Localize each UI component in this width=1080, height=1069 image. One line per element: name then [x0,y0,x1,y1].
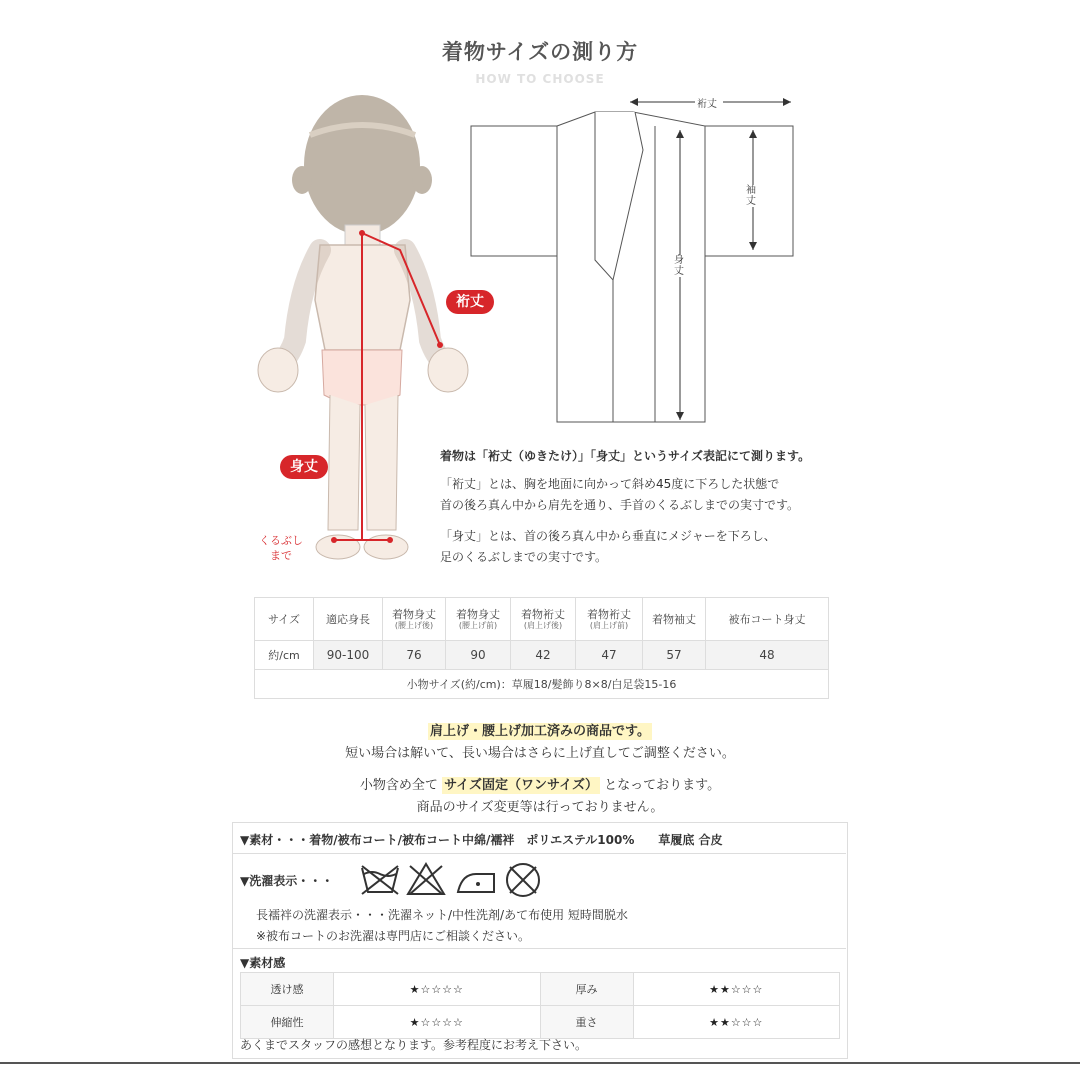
kimono-mitake-label: 身丈 [674,255,684,277]
no-wash-icon [362,866,398,894]
iron-low-icon [458,874,494,892]
size-value-cell: 48 [706,641,829,670]
accessory-size-note: 小物サイズ(約/cm)：草履18/髪飾り8×8/白足袋15-16 [255,670,829,699]
size-value-cell: 76 [383,641,446,670]
page-subtitle: HOW TO CHOOSE [475,72,605,86]
notice-line3-post: となっております。 [604,778,721,793]
feel-stars-cell: ★★☆☆☆ [633,1006,840,1039]
feel-label-cell: 重さ [540,1006,633,1039]
feel-row [241,1006,840,1039]
washing-label: ▼洗濯表示・・・ [240,874,334,888]
notice-line4: 商品のサイズ変更等は行っておりません。 [416,800,664,815]
size-table-note-row [255,670,829,699]
explain-mitake-2: 足のくるぶしまでの実寸です。 [440,550,608,564]
kimono-diagram [465,90,805,435]
size-value-cell: 57 [643,641,706,670]
size-header-cell: 着物身丈 (腰上げ後) [383,598,446,641]
kimono-yuki-label: 裄丈 [697,95,717,110]
page-title: 着物サイズの測り方 [441,40,639,64]
head-silhouette [304,95,420,235]
ankle-label [250,533,312,563]
explain-mitake-1: 「身丈」とは、首の後ろ真ん中から垂直にメジャーを下ろし、 [440,529,776,543]
washing-note-2: ※被布コートのお洗濯は専門店にご相談ください。 [256,929,531,943]
size-table-header-row [255,598,829,641]
feel-label-cell: 厚み [540,973,633,1006]
explain-yuki-2: 首の後ろ真ん中から肩先を通り、手首のくるぶしまでの実寸です。 [440,498,800,512]
size-value-cell: 47 [576,641,643,670]
size-table-value-row [255,641,829,670]
notice-highlight-1: 肩上げ・腰上げ加工済みの商品です。 [430,724,650,739]
size-header-cell: 着物裄丈 (肩上げ前) [576,598,643,641]
feel-row [241,973,840,1006]
explain-yuki-1: 「裄丈」とは、胸を地面に向かって斜め45度に下ろした状態で [440,477,780,491]
bottom-border [0,1062,1080,1064]
size-header-cell: 着物身丈 (腰上げ前) [446,598,511,641]
size-header-cell: 適応身長 [314,598,383,641]
size-table [254,597,829,699]
notice-line2: 短い場合は解いて、長い場合はさらに上げ直してご調整ください。 [345,746,735,761]
notice-line3-pre: 小物含め全て [359,778,438,793]
washing-icons [358,860,548,900]
ankle-label-line2: まで [270,549,292,562]
size-value-cell: 約/cm [255,641,314,670]
divider [233,948,846,949]
feel-label: ▼素材感 [240,956,286,970]
feel-label-cell: 伸縮性 [241,1006,334,1039]
size-value-cell: 90-100 [314,641,383,670]
notice-line3 [0,774,1080,793]
feel-stars-cell: ★☆☆☆☆ [334,1006,541,1039]
feel-note: あくまでスタッフの感想となります。参考程度にお考え下さい。 [240,1038,588,1052]
size-header-cell: 被布コート身丈 [706,598,829,641]
yuki-tag: 裄丈 [446,290,494,314]
feel-label-cell: 透け感 [241,973,334,1006]
size-header-cell: 着物裄丈 (肩上げ後) [511,598,576,641]
notice-line1 [0,720,1080,739]
material-row: ▼素材・・・着物/被布コート/被布コート中綿/襦袢 ポリエステル100% 草履底 合皮 [240,833,723,847]
no-bleach-icon [408,864,444,894]
no-dryclean-icon [507,864,539,896]
size-value-cell: 90 [446,641,511,670]
divider [233,853,846,854]
kimono-sode-label: 袖丈 [746,185,756,207]
size-header-cell: サイズ [255,598,314,641]
notice-highlight-2: サイズ固定（ワンサイズ） [444,778,598,793]
feel-table [240,972,840,1039]
washing-note-1: 長襦袢の洗濯表示・・・洗濯ネット/中性洗剤/あて布使用 短時間脱水 [256,908,628,922]
size-header-cell: 着物袖丈 [643,598,706,641]
feel-stars-cell: ★☆☆☆☆ [334,973,541,1006]
mitake-tag: 身丈 [280,455,328,479]
feel-stars-cell: ★★☆☆☆ [633,973,840,1006]
explain-intro: 着物は「裄丈（ゆきたけ）」「身丈」というサイズ表記にて測ります。 [440,449,811,463]
size-value-cell: 42 [511,641,576,670]
ankle-label-line1: くるぶし [259,534,303,547]
